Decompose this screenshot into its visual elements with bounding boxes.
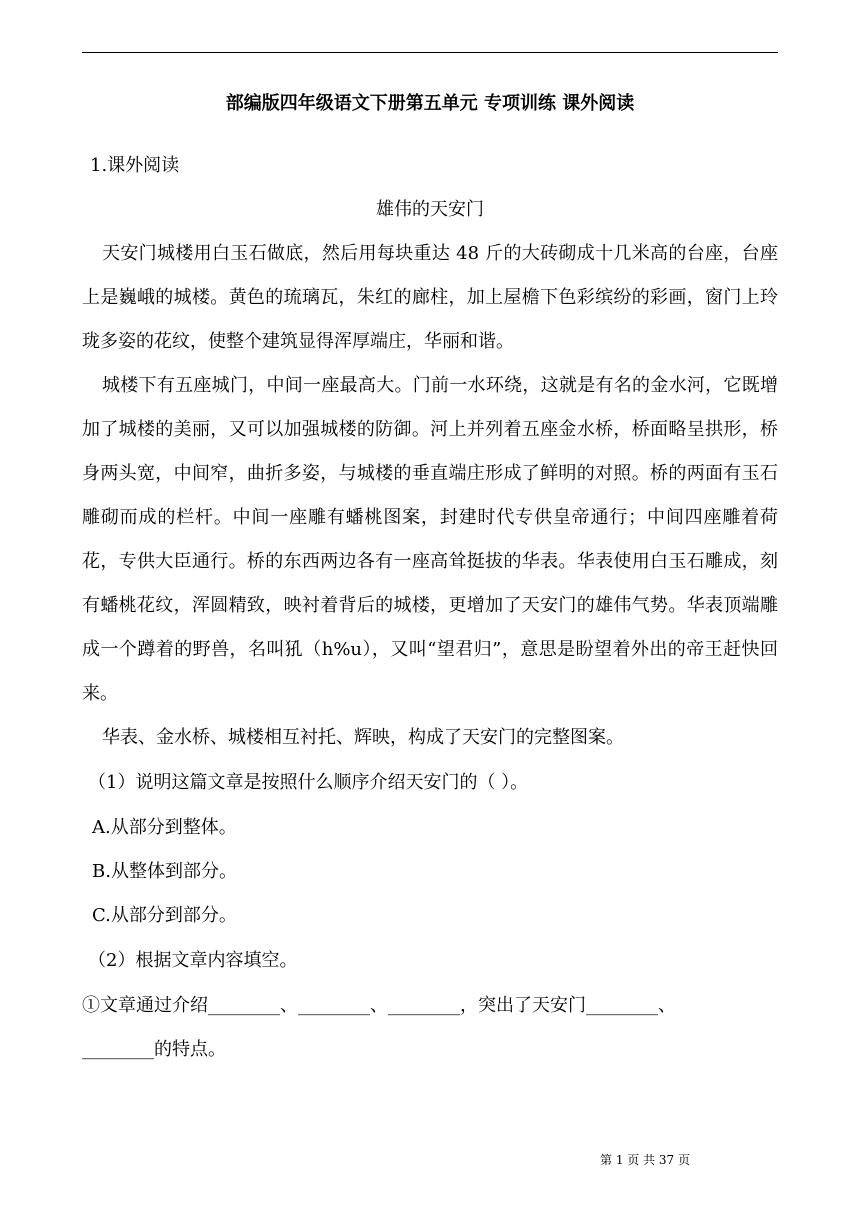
fill-in-line: ①文章通过介绍________、________、________，突出了天安门________、 <box>82 995 676 1016</box>
article-paragraph: 华表、金水桥、城楼相互衬托、辉映，构成了天安门的完整图案。 <box>102 727 624 748</box>
document-title: 部编版四年级语文下册第五单元 专项训练 课外阅读 <box>225 93 635 114</box>
option-a: A.从部分到整体。 <box>92 817 237 838</box>
option-b: B.从整体到部分。 <box>92 861 237 882</box>
document-body <box>82 84 778 1072</box>
option-c: C.从部分到部分。 <box>92 905 237 926</box>
section-heading: 1.课外阅读 <box>90 155 180 176</box>
article-title: 雄伟的天安门 <box>376 199 484 220</box>
page-number: 第 1 页 共 37 页 <box>600 1153 690 1167</box>
article-paragraph: 天安门城楼用白玉石做底，然后用每块重达 48 斤的大砖砌成十几米高的台座，台座上是巍峨的城楼。黄色的琉璃瓦，朱红的廊柱，加上屋檐下色彩缤纷的彩画，窗门上玲珑多姿的花纹，使整个建筑显得浑厚端庄，华丽和谐。 <box>82 243 778 352</box>
question-1: （1）说明这篇文章是按照什么顺序介绍天安门的（ ）。 <box>88 772 529 793</box>
fill-in-line: ________的特点。 <box>82 1039 226 1060</box>
question-2: （2）根据文章内容填空。 <box>88 950 298 971</box>
article-paragraph: 城楼下有五座城门，中间一座最高大。门前一水环绕，这就是有名的金水河，它既增加了城楼的美丽，又可以加强城楼的防御。河上并列着五座金水桥，桥面略呈拱形，桥身两头宽，中间窄，曲折多姿，与城楼的垂直端庄形成了鲜明的对照。桥的两面有玉石雕砌而成的栏杆。中间一座雕有蟠桃图案，封建时代专供皇帝通行；中间四座雕着荷花，专供大臣通行。桥的东西两边各有一座高耸挺拔的华表。华表使用白玉石雕成，刻有蟠桃花纹，浑圆精致，映衬着背后的城楼，更增加了天安门的雄伟气势。华表顶端雕成一个蹲着的野兽，名叫犼（h%u），又叫“望君归”，意思是盼望着外出的帝王赶快回来。 <box>82 375 778 704</box>
header-rule <box>82 52 778 53</box>
